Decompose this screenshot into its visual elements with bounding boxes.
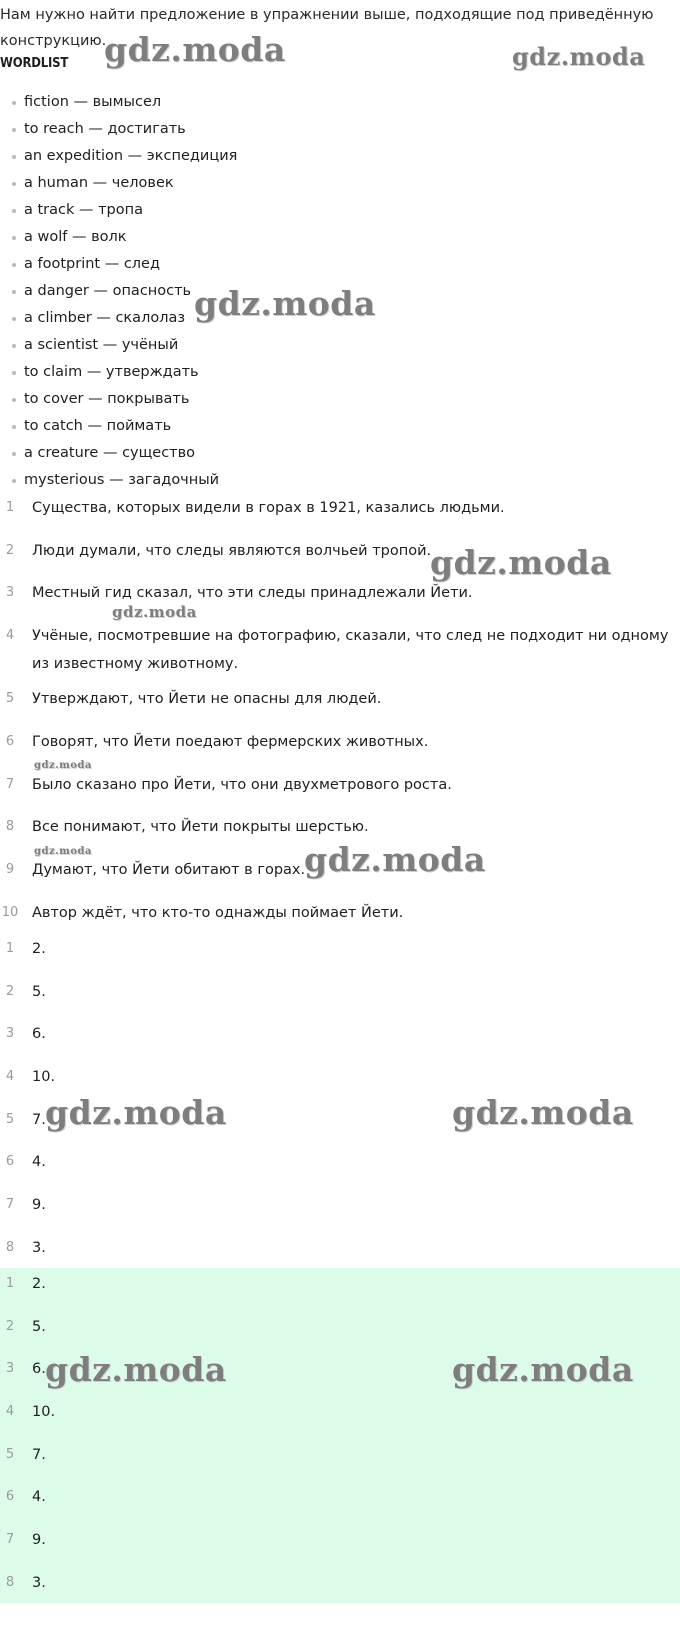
match-number: 4 xyxy=(5,1069,15,1084)
match-number: 7 xyxy=(5,1197,15,1212)
watermark: gdz.moda xyxy=(304,840,486,879)
sentence-number: 10 xyxy=(1,905,19,920)
sentence-number: 8 xyxy=(5,819,15,834)
watermark: gdz.moda xyxy=(112,603,197,621)
match-value: 7. xyxy=(32,1112,46,1128)
answer-value: 2. xyxy=(32,1276,46,1292)
wordlist-item: an expedition — экспедиция xyxy=(10,143,237,170)
answer-value: 6. xyxy=(32,1361,46,1377)
watermark: gdz.moda xyxy=(452,1093,634,1132)
answer-value: 7. xyxy=(32,1447,46,1463)
answer-value: 9. xyxy=(32,1532,46,1548)
answer-value: 4. xyxy=(32,1489,46,1505)
answer-box xyxy=(0,1268,680,1603)
answer-value: 10. xyxy=(32,1404,56,1420)
answer-number: 2 xyxy=(5,1319,15,1334)
wordlist-item: to claim — утверждать xyxy=(10,359,237,386)
wordlist-item: a creature — существо xyxy=(10,440,237,467)
watermark: gdz.moda xyxy=(194,284,376,323)
sentence-number: 9 xyxy=(5,862,15,877)
watermark: gdz.moda xyxy=(104,30,286,69)
wordlist-item: to cover — покрывать xyxy=(10,386,237,413)
sentence-text: Думают, что Йети обитают в горах. xyxy=(32,862,306,878)
answer-number: 6 xyxy=(5,1489,15,1504)
watermark: gdz.moda xyxy=(512,42,646,71)
wordlist-item: a track — тропа xyxy=(10,197,237,224)
match-value: 2. xyxy=(32,941,46,957)
sentence-text: Утверждают, что Йети не опасны для людей. xyxy=(32,691,382,707)
watermark: gdz.moda xyxy=(34,846,92,857)
answer-number: 7 xyxy=(5,1532,15,1547)
answer-value: 5. xyxy=(32,1319,46,1335)
watermark: gdz.moda xyxy=(45,1350,227,1389)
wordlist-item: to catch — поймать xyxy=(10,413,237,440)
watermark: gdz.moda xyxy=(34,760,92,771)
answer-value: 3. xyxy=(32,1575,46,1591)
sentence-text: Говорят, что Йети поедают фермерских животных. xyxy=(32,734,429,750)
answer-number: 4 xyxy=(5,1404,15,1419)
intro-text: Нам нужно найти предложение в упражнении выше, подходящие под приведённую конструкцию. xyxy=(0,7,654,49)
sentence-text: Местный гид сказал, что эти следы принадлежали Йети. xyxy=(32,585,473,601)
wordlist-item: a climber — скалолаз xyxy=(10,305,237,332)
answer-number: 5 xyxy=(5,1447,15,1462)
sentence-number: 7 xyxy=(5,777,15,792)
sentence-number: 5 xyxy=(5,691,15,706)
wordlist-item: a footprint — след xyxy=(10,251,237,278)
wordlist-heading: WORDLIST xyxy=(0,56,69,71)
match-value: 5. xyxy=(32,984,46,1000)
wordlist-item: a human — человек xyxy=(10,170,237,197)
match-number: 1 xyxy=(5,941,15,956)
answer-number: 8 xyxy=(5,1575,15,1590)
match-value: 4. xyxy=(32,1154,46,1170)
match-number: 8 xyxy=(5,1240,15,1255)
match-value: 10. xyxy=(32,1069,56,1085)
sentence-number: 2 xyxy=(5,543,15,558)
sentence-number: 4 xyxy=(5,628,15,643)
wordlist-item: a scientist — учёный xyxy=(10,332,237,359)
sentence-text: Было сказано про Йети, что они двухметрового роста. xyxy=(32,777,452,793)
sentence-text: Все понимают, что Йети покрыты шерстью. xyxy=(32,819,369,835)
wordlist-item: fiction — вымысел xyxy=(10,89,237,116)
watermark: gdz.moda xyxy=(452,1350,634,1389)
sentence-text: Автор ждёт, что кто-то однажды поймает Йети. xyxy=(32,905,404,921)
wordlist-item: mysterious — загадочный xyxy=(10,467,237,494)
answer-number: 1 xyxy=(5,1276,15,1291)
match-value: 6. xyxy=(32,1026,46,1042)
sentence-number: 3 xyxy=(5,585,15,600)
sentence-text: Учёные, посмотревшие на фотографию, сказали, что след не подходит ни одному из известному животному. xyxy=(32,628,669,672)
match-number: 2 xyxy=(5,984,15,999)
match-number: 5 xyxy=(5,1112,15,1127)
watermark: gdz.moda xyxy=(45,1093,227,1132)
match-value: 9. xyxy=(32,1197,46,1213)
sentence-text: Существа, которых видели в горах в 1921, казались людьми. xyxy=(32,500,505,516)
answer-number: 3 xyxy=(5,1361,15,1376)
sentence-text: Люди думали, что следы являются волчьей тропой. xyxy=(32,543,432,559)
wordlist-item: a wolf — волк xyxy=(10,224,237,251)
match-number: 6 xyxy=(5,1154,15,1169)
watermark: gdz.moda xyxy=(430,543,612,582)
match-value: 3. xyxy=(32,1240,46,1256)
match-number: 3 xyxy=(5,1026,15,1041)
wordlist-item: a danger — опасность xyxy=(10,278,237,305)
sentence-number: 6 xyxy=(5,734,15,749)
wordlist-item: to reach — достигать xyxy=(10,116,237,143)
sentence-number: 1 xyxy=(5,500,15,515)
